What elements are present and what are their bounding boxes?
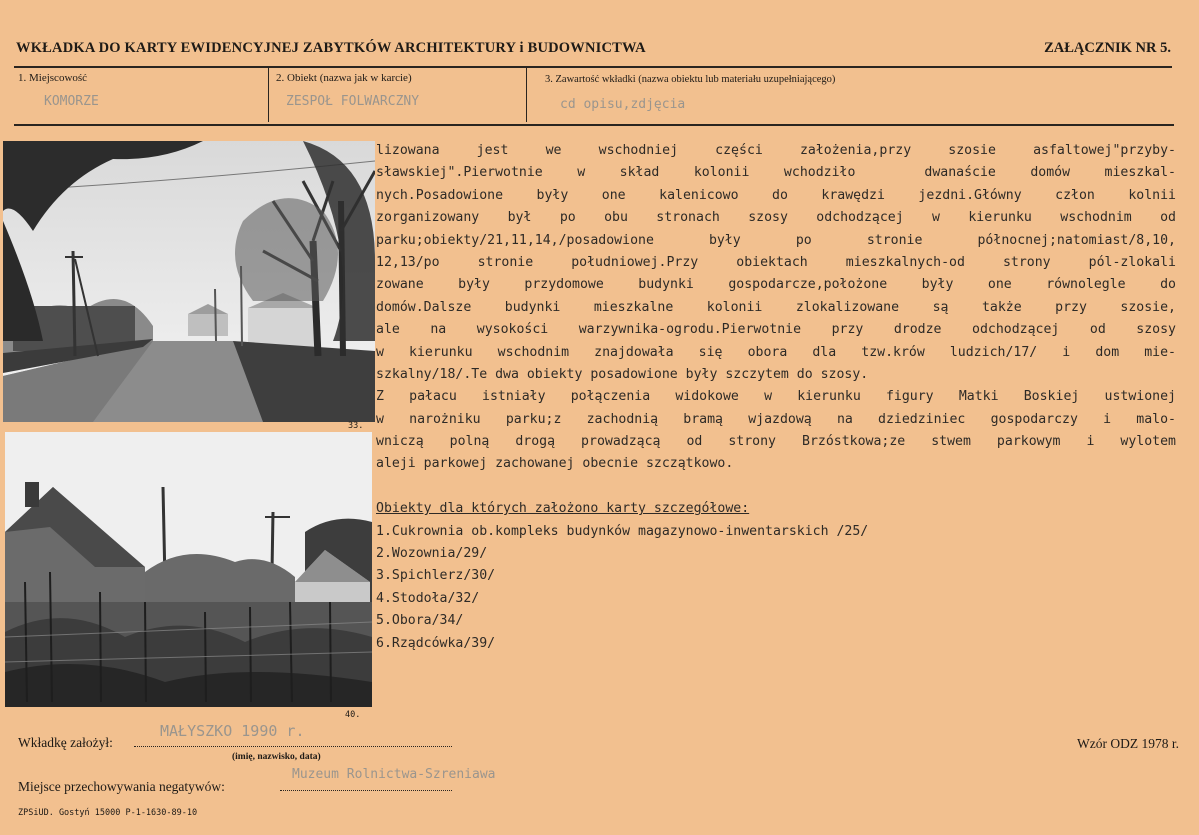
- field-divider: [268, 68, 269, 122]
- object-item: 3.Spichlerz/30/: [376, 568, 496, 584]
- description-line: Z pałacu istniały połączenia widokowe w kierunku figury Matki Boskiej ustwionej: [376, 389, 1176, 405]
- description-line: zorganizowany był po obu stronach szosy odchodzącej w kierunku wschodnim od: [376, 210, 1176, 226]
- object-item: 5.Obora/34/: [376, 613, 464, 629]
- field-object-value: ZESPOŁ FOLWARCZNY: [286, 94, 420, 109]
- field-locality-label: 1. Miejscowość: [18, 72, 88, 84]
- description-line: domów.Dalsze budynki mieszkalne kolonii zlokalizowane są także przy szosie,: [376, 299, 1176, 315]
- photo-2-number: 40.: [345, 710, 361, 720]
- objects-heading: Obiekty dla których założono karty szczegółowe:: [376, 501, 750, 517]
- founder-hint: (imię, nazwisko, data): [232, 752, 321, 762]
- object-item: 6.Rządcówka/39/: [376, 635, 496, 651]
- description-line: w kierunku wschodnim znajdowała się obora dla tzw.krów ludzich/17/ i dom mie-: [376, 344, 1176, 360]
- description-line: zowane były przydomowe budynki gospodarcze,położone były one równolegle do: [376, 277, 1176, 293]
- form-reference: Wzór ODZ 1978 r.: [1077, 736, 1179, 751]
- photo-road-with-trees: [3, 141, 375, 422]
- photo-house-with-garden: [5, 432, 372, 707]
- annex-number: ZAŁĄCZNIK NR 5.: [1044, 40, 1171, 56]
- storage-label: Miejsce przechowywania negatywów:: [18, 779, 225, 794]
- description-line: parku;obiekty/21,11,14,/posadowione były po stronie północnej;natomiast/8,10,: [376, 232, 1176, 248]
- description-line: sławskiej".Pierwotnie w skład kolonii wchodziło dwanaście domów mieszkal-: [376, 165, 1176, 181]
- object-item: 1.Cukrownia ob.kompleks budynków magazynowo-inwentarskich /25/: [376, 523, 869, 539]
- object-item: 4.Stodoła/32/: [376, 590, 480, 606]
- field-locality-value: KOMORZE: [44, 94, 99, 109]
- description-line: aleji parkowej zachowanej obecnie szczątkowo.: [376, 456, 734, 472]
- field-divider: [526, 68, 527, 122]
- founder-label: Wkładkę założył:: [18, 735, 113, 750]
- form-title: WKŁADKA DO KARTY EWIDENCYJNEJ ZABYTKÓW ARCHITEKTURY i BUDOWNICTWA: [16, 40, 646, 56]
- object-item: 2.Wozownia/29/: [376, 546, 488, 562]
- description-line: w narożniku parku;z zachodnią bramą wjazdową na dziedziniec gospodarczy i malo-: [376, 411, 1176, 427]
- storage-value: Muzeum Rolnictwa-Szreniawa: [292, 767, 496, 782]
- founder-dotted-line: [134, 746, 452, 747]
- description-line: wniczą polną drogą prowadzącą od strony Brzóstkowa;ze stwem parkowym i wylotem: [376, 434, 1176, 450]
- photo-1-number: 33.: [348, 421, 364, 431]
- description-line: lizowana jest we wschodniej części założenia,przy szosie asfaltowej"przyby-: [376, 143, 1176, 158]
- description-line: ale na wysokości warzywnika-ogrodu.Pierwotnie przy drodze odchodzącej od szosy: [376, 322, 1176, 338]
- storage-dotted-line: [280, 790, 452, 791]
- description-line: nych.Posadowione były one kalenicowo do krawędzi jezdni.Główny człon kolnii: [376, 187, 1176, 203]
- field-content-value: cd opisu,zdjęcia: [560, 97, 686, 112]
- field-object-label: 2. Obiekt (nazwa jak w karcie): [276, 72, 412, 84]
- description-line: 12,13/po stronie południowej.Przy obiektach mieszkalnych-od strony pól-zlokali: [376, 254, 1176, 270]
- field-content-label: 3. Zawartość wkładki (nazwa obiektu lub materiału uzupełniającego): [545, 74, 836, 85]
- founder-value: MAŁYSZKO 1990 r.: [160, 722, 305, 740]
- printer-imprint: ZPSiUD. Gostyń 15000 P-1-1630-89-10: [18, 808, 198, 818]
- fields-rule: [14, 124, 1174, 126]
- description-text: [376, 140, 1176, 655]
- header-rule: [14, 66, 1172, 68]
- description-line: szkalny/18/.Te dwa obiekty posadowione były szczytem do szosy.: [376, 366, 869, 382]
